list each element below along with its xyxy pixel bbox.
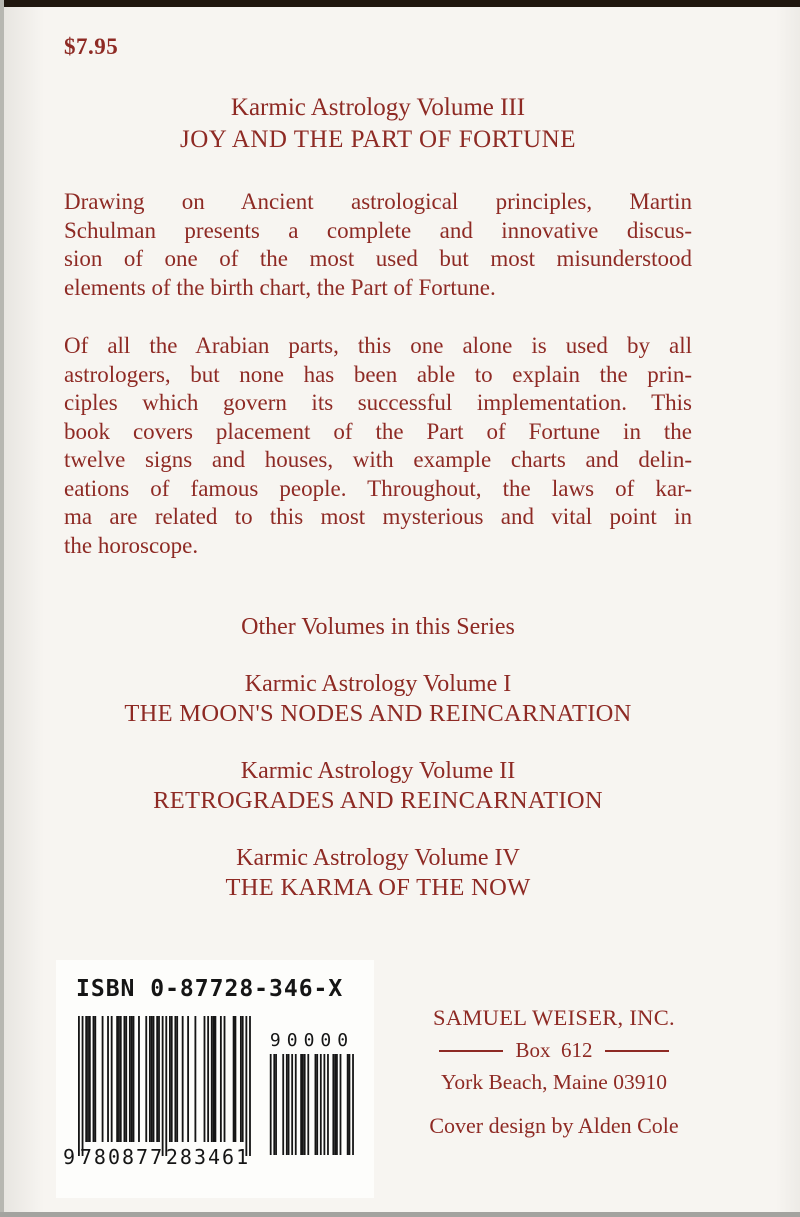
other-volumes-heading: Other Volumes in this Series bbox=[241, 614, 515, 640]
scan-edge-top bbox=[0, 0, 800, 7]
text-line: eations of famous people. Throughout, the laws of kar- bbox=[64, 475, 692, 501]
text-line: astrologers, but none has been able to explain the prin- bbox=[64, 361, 692, 387]
text-line: book covers placement of the Part of Fortune in the bbox=[64, 418, 692, 444]
volume-title-line: THE MOON'S NODES AND REINCARNATION bbox=[124, 700, 632, 727]
ean13-barcode bbox=[62, 1016, 262, 1173]
text-line: elements of the birth chart, the Part of Fortune. bbox=[64, 274, 496, 300]
text-line: ma are related to this most mysterious and vital point in bbox=[64, 504, 692, 529]
other-volumes-list bbox=[34, 669, 722, 930]
series-title: Karmic Astrology Volume III bbox=[230, 94, 526, 121]
cover-design-credit: Cover design by Alden Cole bbox=[429, 1113, 679, 1138]
ean5-supplement-barcode bbox=[264, 1030, 356, 1165]
text-line: Of all the Arabian parts, this one alone is used by all bbox=[64, 333, 692, 358]
scan-edge-bottom bbox=[0, 1212, 800, 1217]
book-title: JOY AND THE PART OF FORTUNE bbox=[180, 126, 576, 153]
publisher-block bbox=[408, 1004, 700, 1139]
po-box-text: Box 612 bbox=[515, 1038, 593, 1062]
volume-series-line: Karmic Astrology Volume II bbox=[240, 758, 516, 784]
description-paragraph-2 bbox=[64, 332, 692, 560]
volume-entry bbox=[34, 756, 722, 816]
rule-left bbox=[439, 1050, 503, 1052]
svg-text:90000: 90000 bbox=[269, 1030, 355, 1051]
spine-shadow bbox=[4, 7, 44, 1212]
text-line: sion of one of the most used but most misunderstood bbox=[64, 246, 692, 271]
text-line: Schulman presents a complete and innovative discus- bbox=[64, 217, 692, 243]
volume-title-line: RETROGRADES AND REINCARNATION bbox=[153, 787, 603, 814]
svg-text:780877: 780877 bbox=[79, 1145, 165, 1168]
volume-series-line: Karmic Astrology Volume I bbox=[244, 671, 512, 697]
publisher-address: York Beach, Maine 03910 bbox=[441, 1070, 667, 1094]
text-line: the horoscope. bbox=[64, 532, 199, 558]
title-block bbox=[64, 92, 692, 156]
text-line: Drawing on Ancient astrological principles, Martin bbox=[64, 189, 692, 214]
publisher-name: SAMUEL WEISER, INC. bbox=[433, 1005, 675, 1030]
text-line: twelve signs and houses, with example charts and delin- bbox=[64, 447, 692, 472]
volume-entry bbox=[34, 843, 722, 903]
volume-title-line: THE KARMA OF THE NOW bbox=[225, 874, 531, 901]
rule-right bbox=[605, 1050, 669, 1052]
price-label: $7.95 bbox=[64, 34, 119, 59]
volume-entry bbox=[34, 669, 722, 729]
barcode-panel bbox=[56, 960, 374, 1198]
isbn-label: ISBN 0-87728-346-X bbox=[76, 976, 344, 1002]
svg-text:9: 9 bbox=[62, 1145, 75, 1168]
volume-series-line: Karmic Astrology Volume IV bbox=[236, 845, 520, 871]
text-line: ciples which govern its successful implementation. This bbox=[64, 390, 692, 415]
description-paragraph-1 bbox=[64, 188, 692, 302]
svg-text:283461: 283461 bbox=[165, 1145, 251, 1168]
right-edge-shadow bbox=[776, 7, 800, 1212]
po-box-line bbox=[408, 1038, 700, 1063]
